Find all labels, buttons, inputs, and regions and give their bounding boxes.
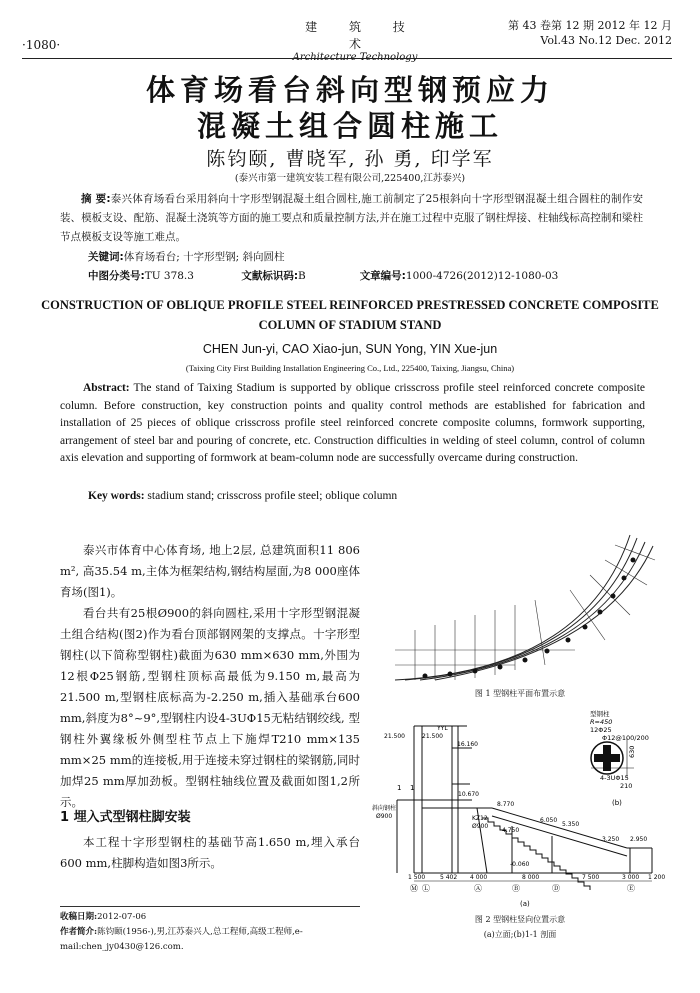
figure-1-plan-drawing: [375, 530, 665, 685]
keywords-en: [88, 490, 397, 502]
issue-info-cn: 第 43 卷第 12 期 2012 年 12 月: [508, 19, 672, 32]
label-kz12: KZ12: [472, 815, 488, 822]
axis-e: Ⓔ: [627, 884, 635, 893]
label-a: (a): [520, 900, 530, 908]
dim-8000: 8 000: [522, 874, 540, 881]
axis-a: Ⓐ: [474, 884, 482, 893]
section-mark-1a: 1: [397, 784, 402, 792]
keywords-en-text: stadium stand; crisscross profile steel; oblique column: [147, 490, 398, 502]
article-value: 1000-4726(2012)12-1080-03: [405, 270, 559, 282]
title-line-2: 混凝土组合圆柱施工: [196, 109, 503, 143]
label-d900-a: Ø900: [376, 813, 393, 820]
dim-4000: 4 000: [470, 874, 488, 881]
title-line-1: 体育场看台斜向型钢预应力: [145, 73, 554, 107]
issue-info-en: Vol.43 No.12 Dec. 2012: [540, 34, 672, 47]
issue-info: [500, 18, 672, 48]
label-stirrup: Φ12@100/200: [602, 734, 649, 742]
elev-2950: 2.950: [630, 836, 648, 843]
label-210: 210: [620, 782, 633, 790]
dim-5402: 5 402: [440, 874, 458, 881]
body-paragraph-2: [60, 603, 360, 813]
figure-1-caption: 图 1 型钢柱平面布置示意: [474, 689, 566, 698]
footnote-date: 2012-07-06: [97, 912, 147, 922]
label-oblique-column: 斜向钢柱: [372, 805, 397, 812]
dim-1500: 1 500: [408, 874, 426, 881]
section-mark-1b: 1: [410, 784, 415, 792]
dim-1200: 1 200: [648, 874, 666, 881]
footnote-author-label: 作者简介:: [60, 927, 98, 937]
abstract-cn-label: 摘 要:: [81, 193, 111, 205]
journal-name-en: Architecture Technology: [292, 52, 418, 63]
doc-value: B: [298, 270, 306, 282]
footnote-author: 陈钧颐(1956-),男,江苏泰兴人,总工程师,高级工程师,e-mail:chen_jy0430@126.com.: [60, 927, 303, 952]
elev-neg0060: -0.060: [510, 861, 530, 868]
label-rebar: 12Φ25: [590, 726, 612, 734]
elev-6050: 6.050: [540, 817, 558, 824]
label-steel-col: 型钢柱: [590, 710, 610, 718]
elev-4750: 4.750: [502, 827, 520, 834]
elev-5350: 5.350: [562, 821, 580, 828]
body-paragraph-1: [60, 540, 360, 603]
label-r: R=450: [590, 718, 613, 726]
body-paragraph-3-text: 本工程十字形型钢柱的基础节高1.650 m,埋入承台600 mm,柱脚构造如图3所示。: [60, 835, 360, 870]
body-paragraph-1-text: 泰兴市体育中心体育场, 地上2层, 总建筑面积11 806 m², 高35.54 m,主体为框架结构,钢结构屋面,为8 000座体育场(图1)。: [60, 543, 360, 599]
body-paragraph-2-text: 看台共有25根Ø900的斜向圆柱,采用十字形型钢混凝土组合结构(图2)作为看台顶部钢网架的支撑点。十字形型钢柱(以下简称型钢柱)截面为630 mm×630 mm,外围为12根Φ25钢筋,型钢柱顶标高最低为9.150 m,最高为21.500 m,型钢柱底标高为-2.250 m,插入基础承台600 mm,斜度为8°~9°,型钢柱内设4-3UΦ15无粘结钢绞线, 型钢柱外翼缘板外侧型柱节点上下施焊T210 mm×135 mm×25 mm的连接板,用于连接未穿过钢柱的梁钢筋,同时加焊25 mm厚加劲板。型钢柱轴线位置及截面如图1,2所示。: [60, 606, 360, 809]
footnote-date-label: 收稿日期:: [60, 912, 98, 922]
body-paragraph-3: [60, 832, 360, 874]
elev-8770: 8.770: [497, 801, 515, 808]
doc-label: 文献标识码:: [241, 270, 299, 282]
journal-name: [290, 18, 420, 63]
abstract-en-text: The stand of Taixing Stadium is supported by oblique crisscross profile steel reinforced concrete composite column. Before construction, key construction points and quality control methods are established for fabrication and installation of 25 pieces of oblique crisscross profile steel reinforced concrete composite columns, formwork supporting, arrangement of steel bar and pouring of concrete, etc. Construction difficulties in welding of steel column, control of column axis elevation and supporting of formwork at beam-column node are successfully overcame during construction.: [60, 382, 645, 464]
axis-b: Ⓑ: [512, 884, 520, 893]
footnote: [60, 910, 360, 955]
keywords-cn-text: 体育场看台; 十字形型钢; 斜向圆柱: [123, 251, 285, 263]
label-b: (b): [612, 799, 622, 807]
authors: 陈钧颐, 曹晓军, 孙 勇, 印学军: [206, 148, 494, 170]
elev-21500-a: 21.500: [384, 733, 405, 740]
class-label: 中图分类号:: [88, 270, 145, 282]
label-tendon: 4-3UΦ15: [600, 774, 629, 782]
title-en: CONSTRUCTION OF OBLIQUE PROFILE STEEL REINFORCED PRESTRESSED CONCRETE COMPOSITE COLUMN OF STADIUM STAND: [41, 298, 659, 332]
journal-name-cn: 建 筑 技 术: [305, 20, 419, 51]
abstract-cn: [60, 190, 643, 247]
abstract-en-label: Abstract:: [83, 382, 130, 394]
label-d900-b: Ø900: [472, 823, 489, 830]
label-yyl: YYL: [437, 725, 448, 732]
footnote-rule: [60, 906, 360, 907]
figure-2-drawing: [372, 708, 672, 908]
keywords-en-label: Key words:: [88, 490, 145, 502]
axis-m: Ⓜ: [410, 884, 418, 893]
affiliation-en: (Taixing City First Building Installation Engineering Co., Ltd., 225400, Taixing, Jiangsu, China): [185, 363, 515, 373]
dim-3000: 3 000: [622, 874, 640, 881]
axis-l: Ⓛ: [422, 884, 430, 893]
header-rule: [22, 58, 672, 59]
class-value: TU 378.3: [144, 270, 194, 282]
section-heading-1: 1 埋入式型钢柱脚安装: [60, 810, 191, 825]
label-630: 630: [628, 745, 636, 758]
figure-2-subcaption: (a)立面;(b)1-1 剖面: [483, 930, 557, 939]
dim-7500: 7 500: [582, 874, 600, 881]
axis-d: Ⓓ: [552, 884, 560, 893]
elev-16160: 16.160: [457, 741, 478, 748]
keywords-cn: [88, 249, 284, 264]
plan-arc-3: [420, 542, 645, 680]
plan-arc-2: [405, 538, 637, 680]
page-number: ·1080·: [22, 38, 61, 52]
elev-10670: 10.670: [458, 791, 479, 798]
abstract-cn-text: 泰兴体育场看台采用斜向十字形型钢混凝土组合圆柱,施工前制定了25根斜向十字形型钢混凝土组合圆柱的制作安装、模板支设、配筋、混凝土浇筑等方面的施工要点和质量控制方法,并在施工过程中克服了钢柱焊接、柱轴线标高控制和梁柱节点模板支设等施工难点。: [60, 193, 643, 243]
elev-21500-b: 21.500: [422, 733, 443, 740]
elev-3250: 3.250: [602, 836, 620, 843]
article-label: 文章编号:: [359, 270, 406, 282]
authors-en: CHEN Jun-yi, CAO Xiao-jun, SUN Yong, YIN Xue-jun: [202, 342, 498, 356]
keywords-cn-label: 关键词:: [88, 251, 124, 263]
plan-column-dots: [423, 558, 636, 679]
abstract-en: [60, 380, 645, 468]
figure-2-caption: 图 2 型钢柱竖向位置示意: [474, 915, 566, 924]
affiliation: (泰兴市第一建筑安装工程有限公司,225400,江苏泰兴): [234, 173, 466, 184]
classification-line: [88, 268, 648, 283]
